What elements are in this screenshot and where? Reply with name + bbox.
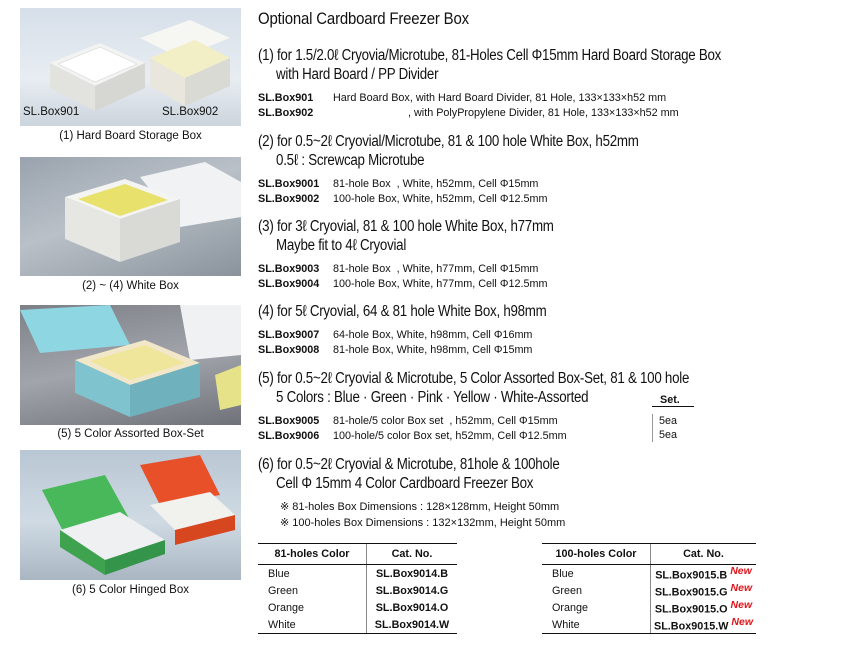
cat-no-cell: SL.Box9014.G	[367, 582, 458, 599]
table-row	[542, 565, 756, 583]
photo-hinged-box	[20, 450, 241, 580]
table-row	[258, 565, 457, 583]
product-code: SL.Box9005	[258, 415, 320, 427]
table-row	[542, 582, 756, 599]
new-badge: New	[730, 599, 753, 612]
cat-no-cell: SL.Box9014.O	[367, 599, 458, 616]
section6-subtitle: Cell Φ 15mm 4 Color Cardboard Freezer Box	[276, 475, 534, 492]
product-desc: 81-hole/5 color Box set , h52mm, Cell Φ15mm	[333, 415, 558, 427]
table-header-row	[542, 544, 756, 565]
section1-subtitle: with Hard Board / PP Divider	[276, 66, 439, 83]
product-code: SL.Box9001	[258, 178, 320, 190]
color-cell: Blue	[268, 567, 290, 580]
set-column	[652, 414, 677, 442]
cat-no-text: SL.Box9015.B	[655, 569, 728, 582]
cat-no-cell	[651, 616, 757, 634]
page-title: Optional Cardboard Freezer Box	[258, 9, 469, 28]
product-desc: 100-hole/5 color Box set, h52mm, Cell Φ12.5mm	[333, 430, 567, 442]
product-row	[258, 343, 532, 357]
column-header-cat-no: Cat. No.	[651, 544, 757, 565]
product-code: SL.Box9002	[258, 193, 320, 205]
product-desc: 81-hole Box , White, h77mm, Cell Φ15mm	[333, 263, 539, 275]
section4-title: (4) for 5ℓ Cryovial, 64 & 81 hole White Box, h98mm	[258, 303, 547, 320]
dimension-note: ※ 100-holes Box Dimensions : 132×132mm, Height 50mm	[280, 517, 566, 529]
color-assorted-boxes-illustration	[20, 305, 241, 425]
photo-label-box901: SL.Box901	[23, 106, 80, 118]
product-desc: Hard Board Box, with Hard Board Divider, 81 Hole, 133×133×h52 mm	[333, 92, 667, 104]
photo-color-assorted-box	[20, 305, 241, 425]
section6-heading	[258, 455, 559, 493]
section2-title: (2) for 0.5~2ℓ Cryovial/Microtube, 81 & 100 hole White Box, h52mm	[258, 133, 639, 150]
product-desc: 100-hole Box, White, h52mm, Cell Φ12.5mm	[333, 193, 548, 205]
product-row	[258, 192, 547, 206]
photo-label-box902: SL.Box902	[162, 106, 219, 118]
product-code: SL.Box9003	[258, 263, 320, 275]
white-boxes-illustration	[20, 157, 241, 276]
section2-heading	[258, 132, 639, 170]
product-row	[258, 91, 666, 105]
new-badge: New	[730, 565, 752, 578]
cat-no-cell	[651, 599, 757, 616]
cat-no-text: SL.Box9015.G	[654, 586, 728, 599]
product-row	[258, 328, 532, 342]
set-column-header: Set.	[652, 394, 694, 407]
caption-white-box: (2) ~ (4) White Box	[82, 280, 179, 292]
product-desc: 81-hole Box , White, h52mm, Cell Φ15mm	[333, 178, 539, 190]
section2-subtitle: 0.5ℓ : Screwcap Microtube	[276, 152, 425, 169]
dimension-note: ※ 81-holes Box Dimensions : 128×128mm, Height 50mm	[280, 501, 560, 513]
color-cell: Orange	[552, 601, 589, 614]
photo-hard-board-box	[20, 8, 241, 126]
table-100-holes	[542, 543, 756, 634]
table-row	[258, 616, 457, 634]
product-desc: 100-hole Box, White, h77mm, Cell Φ12.5mm	[333, 278, 548, 290]
section3-heading	[258, 217, 554, 255]
cat-no-cell	[651, 565, 757, 583]
section5-heading	[258, 369, 689, 407]
color-cell: White	[258, 616, 367, 634]
color-cell: Green	[552, 584, 583, 597]
caption-color-assorted-box: (5) 5 Color Assorted Box-Set	[57, 428, 204, 440]
table-row	[542, 616, 756, 634]
column-header-cat-no: Cat. No.	[367, 544, 458, 565]
product-code: SL.Box902	[258, 107, 314, 119]
new-badge: New	[731, 616, 753, 629]
cat-no-text: SL.Box9015.W	[654, 620, 729, 633]
cat-no-cell: SL.Box9014.W	[367, 616, 458, 634]
section3-title: (3) for 3ℓ Cryovial, 81 & 100 hole White Box, h77mm	[258, 218, 554, 235]
product-row	[258, 177, 538, 191]
cat-no-cell: SL.Box9014.B	[367, 565, 458, 583]
cat-no-cell	[651, 582, 757, 599]
section5-title: (5) for 0.5~2ℓ Cryovial & Microtube, 5 Color Assorted Box-Set, 81 & 100 hole	[258, 370, 690, 387]
column-header-color: 100-holes Color	[542, 544, 651, 565]
product-desc: 64-hole Box, White, h98mm, Cell Φ16mm	[333, 329, 533, 341]
color-cell: Blue	[552, 567, 574, 580]
hinged-boxes-illustration	[20, 450, 241, 580]
photo-white-box	[20, 157, 241, 276]
table-row	[258, 582, 457, 599]
table-81-holes	[258, 543, 457, 634]
product-code: SL.Box9007	[258, 329, 320, 341]
product-row	[258, 106, 679, 120]
product-row	[258, 277, 547, 291]
product-desc: 81-hole Box, White, h98mm, Cell Φ15mm	[333, 344, 533, 356]
cat-no-text: SL.Box9015.O	[654, 603, 728, 616]
color-cell: Green	[268, 584, 299, 597]
column-header-color: 81-holes Color	[258, 544, 367, 565]
product-code: SL.Box9004	[258, 278, 320, 290]
section3-subtitle: Maybe fit to 4ℓ Cryovial	[276, 237, 407, 254]
product-desc: , with PolyPropylene Divider, 81 Hole, 133×133×h52 mm	[333, 107, 679, 119]
section5-subtitle: 5 Colors : Blue · Green · Pink · Yellow · White-Assorted	[276, 389, 589, 406]
color-cell: Orange	[268, 601, 305, 614]
set-value: 5ea	[659, 429, 678, 441]
table-row	[542, 599, 756, 616]
product-row	[258, 429, 567, 443]
section6-title: (6) for 0.5~2ℓ Cryovial & Microtube, 81hole & 100hole	[258, 456, 560, 473]
set-value: 5ea	[659, 415, 678, 427]
table-row	[258, 599, 457, 616]
product-code: SL.Box9006	[258, 430, 320, 442]
new-badge: New	[730, 582, 753, 595]
section1-heading	[258, 46, 721, 84]
table-header-row	[258, 544, 457, 565]
product-row	[258, 414, 558, 428]
caption-hard-board-box: (1) Hard Board Storage Box	[59, 130, 202, 142]
section4-heading	[258, 302, 547, 321]
product-row	[258, 262, 538, 276]
product-code: SL.Box901	[258, 92, 314, 104]
section1-title: (1) for 1.5/2.0ℓ Cryovia/Microtube, 81-Holes Cell Φ15mm Hard Board Storage Box	[258, 47, 722, 64]
caption-hinged-box: (6) 5 Color Hinged Box	[72, 584, 189, 596]
product-code: SL.Box9008	[258, 344, 320, 356]
color-cell: White	[542, 616, 651, 634]
